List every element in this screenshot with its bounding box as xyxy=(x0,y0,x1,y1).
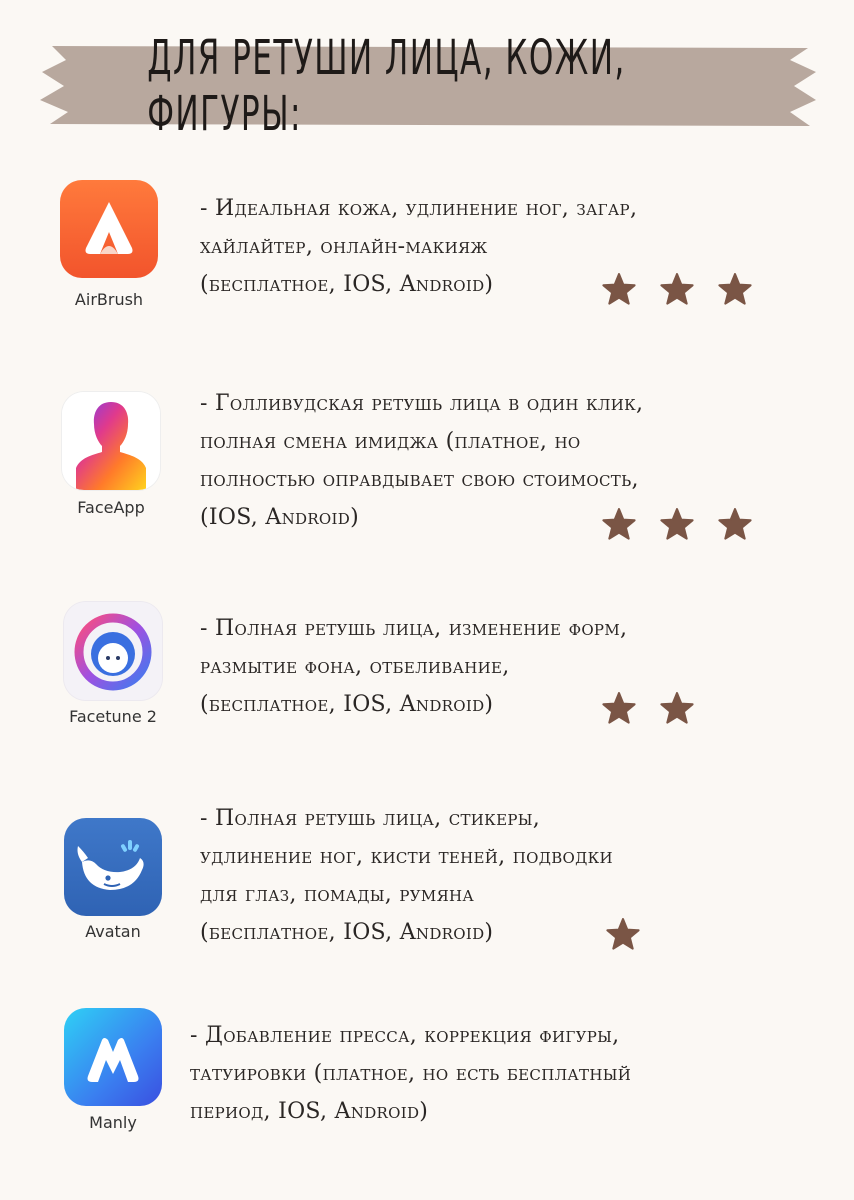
title-banner xyxy=(38,30,818,142)
rating-stars-avatan xyxy=(606,918,640,952)
star-icon xyxy=(606,918,640,952)
app-name-faceapp: FaceApp xyxy=(77,498,145,517)
desc-line: удлинение ног, кисти теней, подводки xyxy=(200,844,613,869)
desc-line: (бесплатное, IOS, Android) xyxy=(200,920,494,945)
rating-stars-facetune xyxy=(602,692,694,726)
desc-line: татуировки (платное, но есть бесплатный xyxy=(190,1061,632,1086)
desc-line: для глаз, помады, румяна xyxy=(200,882,475,907)
app-description-manly xyxy=(190,1017,631,1131)
app-description-faceapp xyxy=(200,385,643,537)
desc-line: - Идеальная кожа, удлинение ног, загар, xyxy=(200,196,638,221)
desc-line: полностью оправдывает свою стоимость, xyxy=(200,467,639,492)
app-name-avatan: Avatan xyxy=(85,922,141,941)
app-description-airbrush xyxy=(200,190,637,304)
desc-line: (бесплатное, IOS, Android) xyxy=(200,272,494,297)
star-icon xyxy=(660,508,694,542)
star-icon xyxy=(602,692,636,726)
desc-line: - Полная ретушь лица, стикеры, xyxy=(200,806,541,831)
star-icon xyxy=(602,508,636,542)
app-description-avatan xyxy=(200,800,613,952)
desc-line: полная смена имиджа (платное, но xyxy=(200,429,581,454)
desc-line: хайлайтер, онлайн-макияж xyxy=(200,234,488,259)
facetune-icon[interactable] xyxy=(64,602,162,700)
app-name-manly: Manly xyxy=(89,1113,137,1132)
app-description-facetune xyxy=(200,610,627,724)
star-icon xyxy=(718,508,752,542)
desc-line: - Голливудская ретушь лица в один клик, xyxy=(200,391,644,416)
desc-line: (IOS, Android) xyxy=(200,505,359,530)
rating-stars-airbrush xyxy=(602,273,752,307)
page-title: ДЛЯ РЕТУШИ ЛИЦА, КОЖИ, ФИГУРЫ: xyxy=(147,30,626,142)
airbrush-icon[interactable] xyxy=(60,180,158,278)
avatan-whale-icon[interactable] xyxy=(64,818,162,916)
desc-line: - Добавление пресса, коррекция фигуры, xyxy=(190,1023,620,1048)
star-icon xyxy=(660,273,694,307)
app-name-facetune: Facetune 2 xyxy=(69,707,157,726)
desc-line: период, IOS, Android) xyxy=(190,1099,429,1124)
desc-line: (бесплатное, IOS, Android) xyxy=(200,692,494,717)
desc-line: размытие фона, отбеливание, xyxy=(200,654,510,679)
star-icon xyxy=(660,692,694,726)
star-icon xyxy=(602,273,636,307)
manly-icon[interactable] xyxy=(64,1008,162,1106)
star-icon xyxy=(718,273,752,307)
faceapp-icon[interactable] xyxy=(62,392,160,490)
app-name-airbrush: AirBrush xyxy=(74,290,144,309)
desc-line: - Полная ретушь лица, изменение форм, xyxy=(200,616,628,641)
rating-stars-faceapp xyxy=(602,508,752,542)
